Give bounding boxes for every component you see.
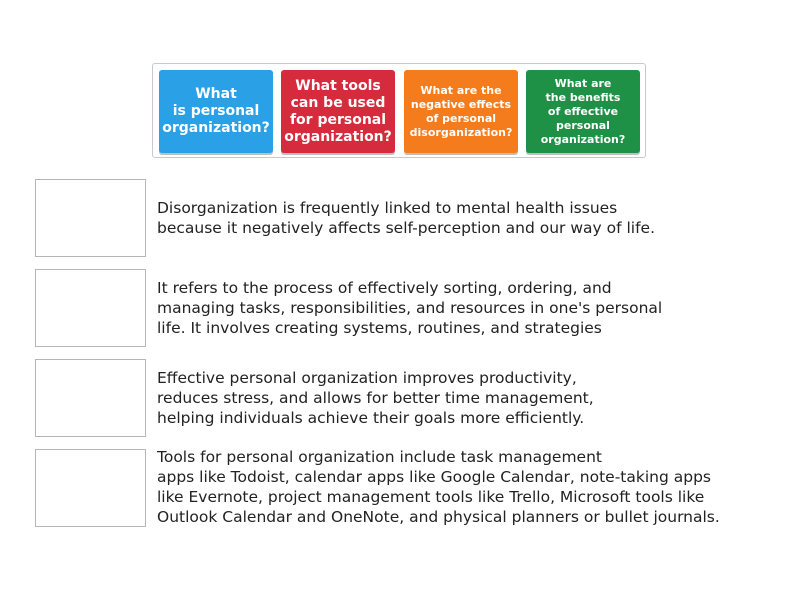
answer-tile-label: What tools can be used for personal organization? [284, 77, 392, 145]
answer-tile-benefits[interactable] [526, 70, 640, 153]
row-description-4: Tools for personal organization include task management apps like Todoist, calendar apps like Google Calendar, note-taking apps like Evernote, project management tools like Trello, Microsoft tools like Outlook Calendar and OneNote, and physical planners or bullet journals. [157, 448, 720, 526]
answer-tile-negative-effects[interactable] [404, 70, 518, 153]
answer-tile-label: What are the benefits of effective personal organization? [540, 76, 626, 146]
answer-tile-label: What are the negative effects of personal disorganization? [409, 83, 513, 139]
drop-zone-4[interactable] [35, 449, 146, 527]
drop-zone-2[interactable] [35, 269, 146, 347]
drop-zone-3[interactable] [35, 359, 146, 437]
row-description-3: Effective personal organization improves productivity, reduces stress, and allows for better time management, helping individuals achieve their goals more efficiently. [157, 369, 594, 427]
answer-tile-label: What is personal organization? [162, 86, 270, 136]
answer-tile-tools[interactable] [281, 70, 395, 153]
drop-zone-1[interactable] [35, 179, 146, 257]
answer-tile-what-is-personal-organization[interactable] [159, 70, 273, 153]
answer-tiles-tray [152, 63, 646, 158]
row-description-1: Disorganization is frequently linked to mental health issues because it negatively affects self-perception and our way of life. [157, 199, 655, 237]
row-description-2: It refers to the process of effectively sorting, ordering, and managing tasks, responsibilities, and resources in one's personal life. It involves creating systems, routines, and strategies [157, 279, 663, 337]
